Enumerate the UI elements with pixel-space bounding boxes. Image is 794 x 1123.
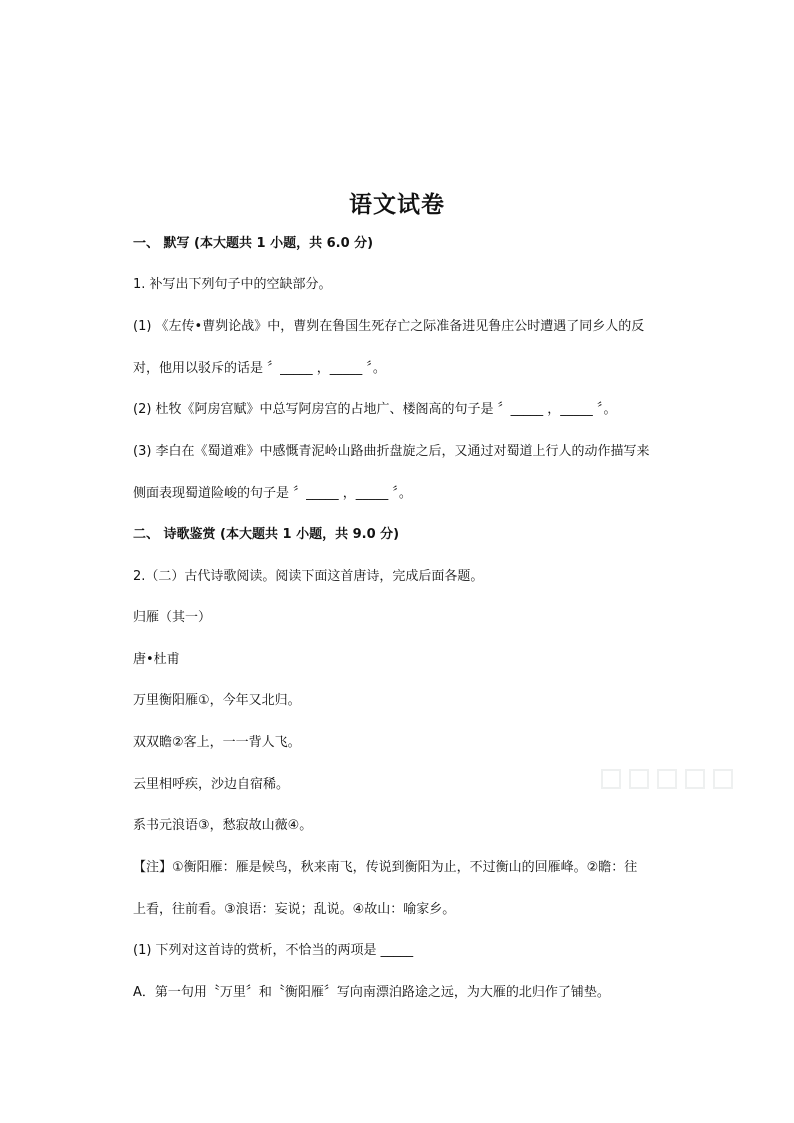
question-1-part-3-line-1: (3) 李白在《蜀道难》中感慨青泥岭山路曲折盘旋之后，又通过对蜀道上行人的动作描写来 [133, 444, 650, 459]
poem-line: 系书元浪语③，愁寂故山薇④。 [133, 818, 313, 833]
watermark-mark-icon [600, 766, 750, 792]
page-title: 语文试卷 [349, 192, 445, 218]
question-2-sub-1: (1) 下列对这首诗的赏析，不恰当的两项是 _____ [133, 943, 414, 958]
watermark-logo [600, 766, 750, 797]
poem-notes-line-2: 上看，往前看。③浪语：妄说；乱说。④故山：喻家乡。 [133, 902, 456, 917]
section-heading-dictation: 一、 默写 (本大题共 1 小题，共 6.0 分) [133, 236, 374, 251]
option-a: A．第一句用〝万里〞和〝衡阳雁〞写向南漂泊路途之远，为大雁的北归作了铺垫。 [133, 985, 610, 1000]
poem-author: 唐•杜甫 [133, 652, 180, 667]
question-1-part-1-line-1: (1) 《左传•曹刿论战》中，曹刿在鲁国生死存亡之际准备进见鲁庄公时遭遇了同乡人的反 [133, 319, 645, 334]
question-1-stem: 1. 补写出下列句子中的空缺部分。 [133, 277, 332, 292]
poem-title: 归雁（其一） [133, 610, 212, 625]
poem-line: 双双瞻②客上，一一背人飞。 [133, 735, 301, 750]
poem-line: 万里衡阳雁①，今年又北归。 [133, 693, 301, 708]
question-2-stem: 2.（二）古代诗歌阅读。阅读下面这首唐诗，完成后面各题。 [133, 569, 484, 584]
poem-line: 云里相呼疾，沙边自宿稀。 [133, 777, 290, 792]
section-heading-poetry: 二、 诗歌鉴赏 (本大题共 1 小题，共 9.0 分) [133, 527, 400, 542]
question-1-part-3-line-2: 侧面表现蜀道险峻的句子是 〞_____ ，_____ 〞。 [133, 486, 412, 501]
question-1-part-1-line-2: 对，他用以驳斥的话是 〞_____ ，_____ 〞。 [133, 361, 386, 376]
poem-notes-line-1: 【注】①衡阳雁：雁是候鸟，秋来南飞，传说到衡阳为止，不过衡山的回雁峰。②瞻：往 [133, 860, 638, 875]
question-1-part-2: (2) 杜牧《阿房宫赋》中总写阿房宫的占地广、楼阁高的句子是 〞_____ ，_____ 〞。 [133, 402, 617, 417]
